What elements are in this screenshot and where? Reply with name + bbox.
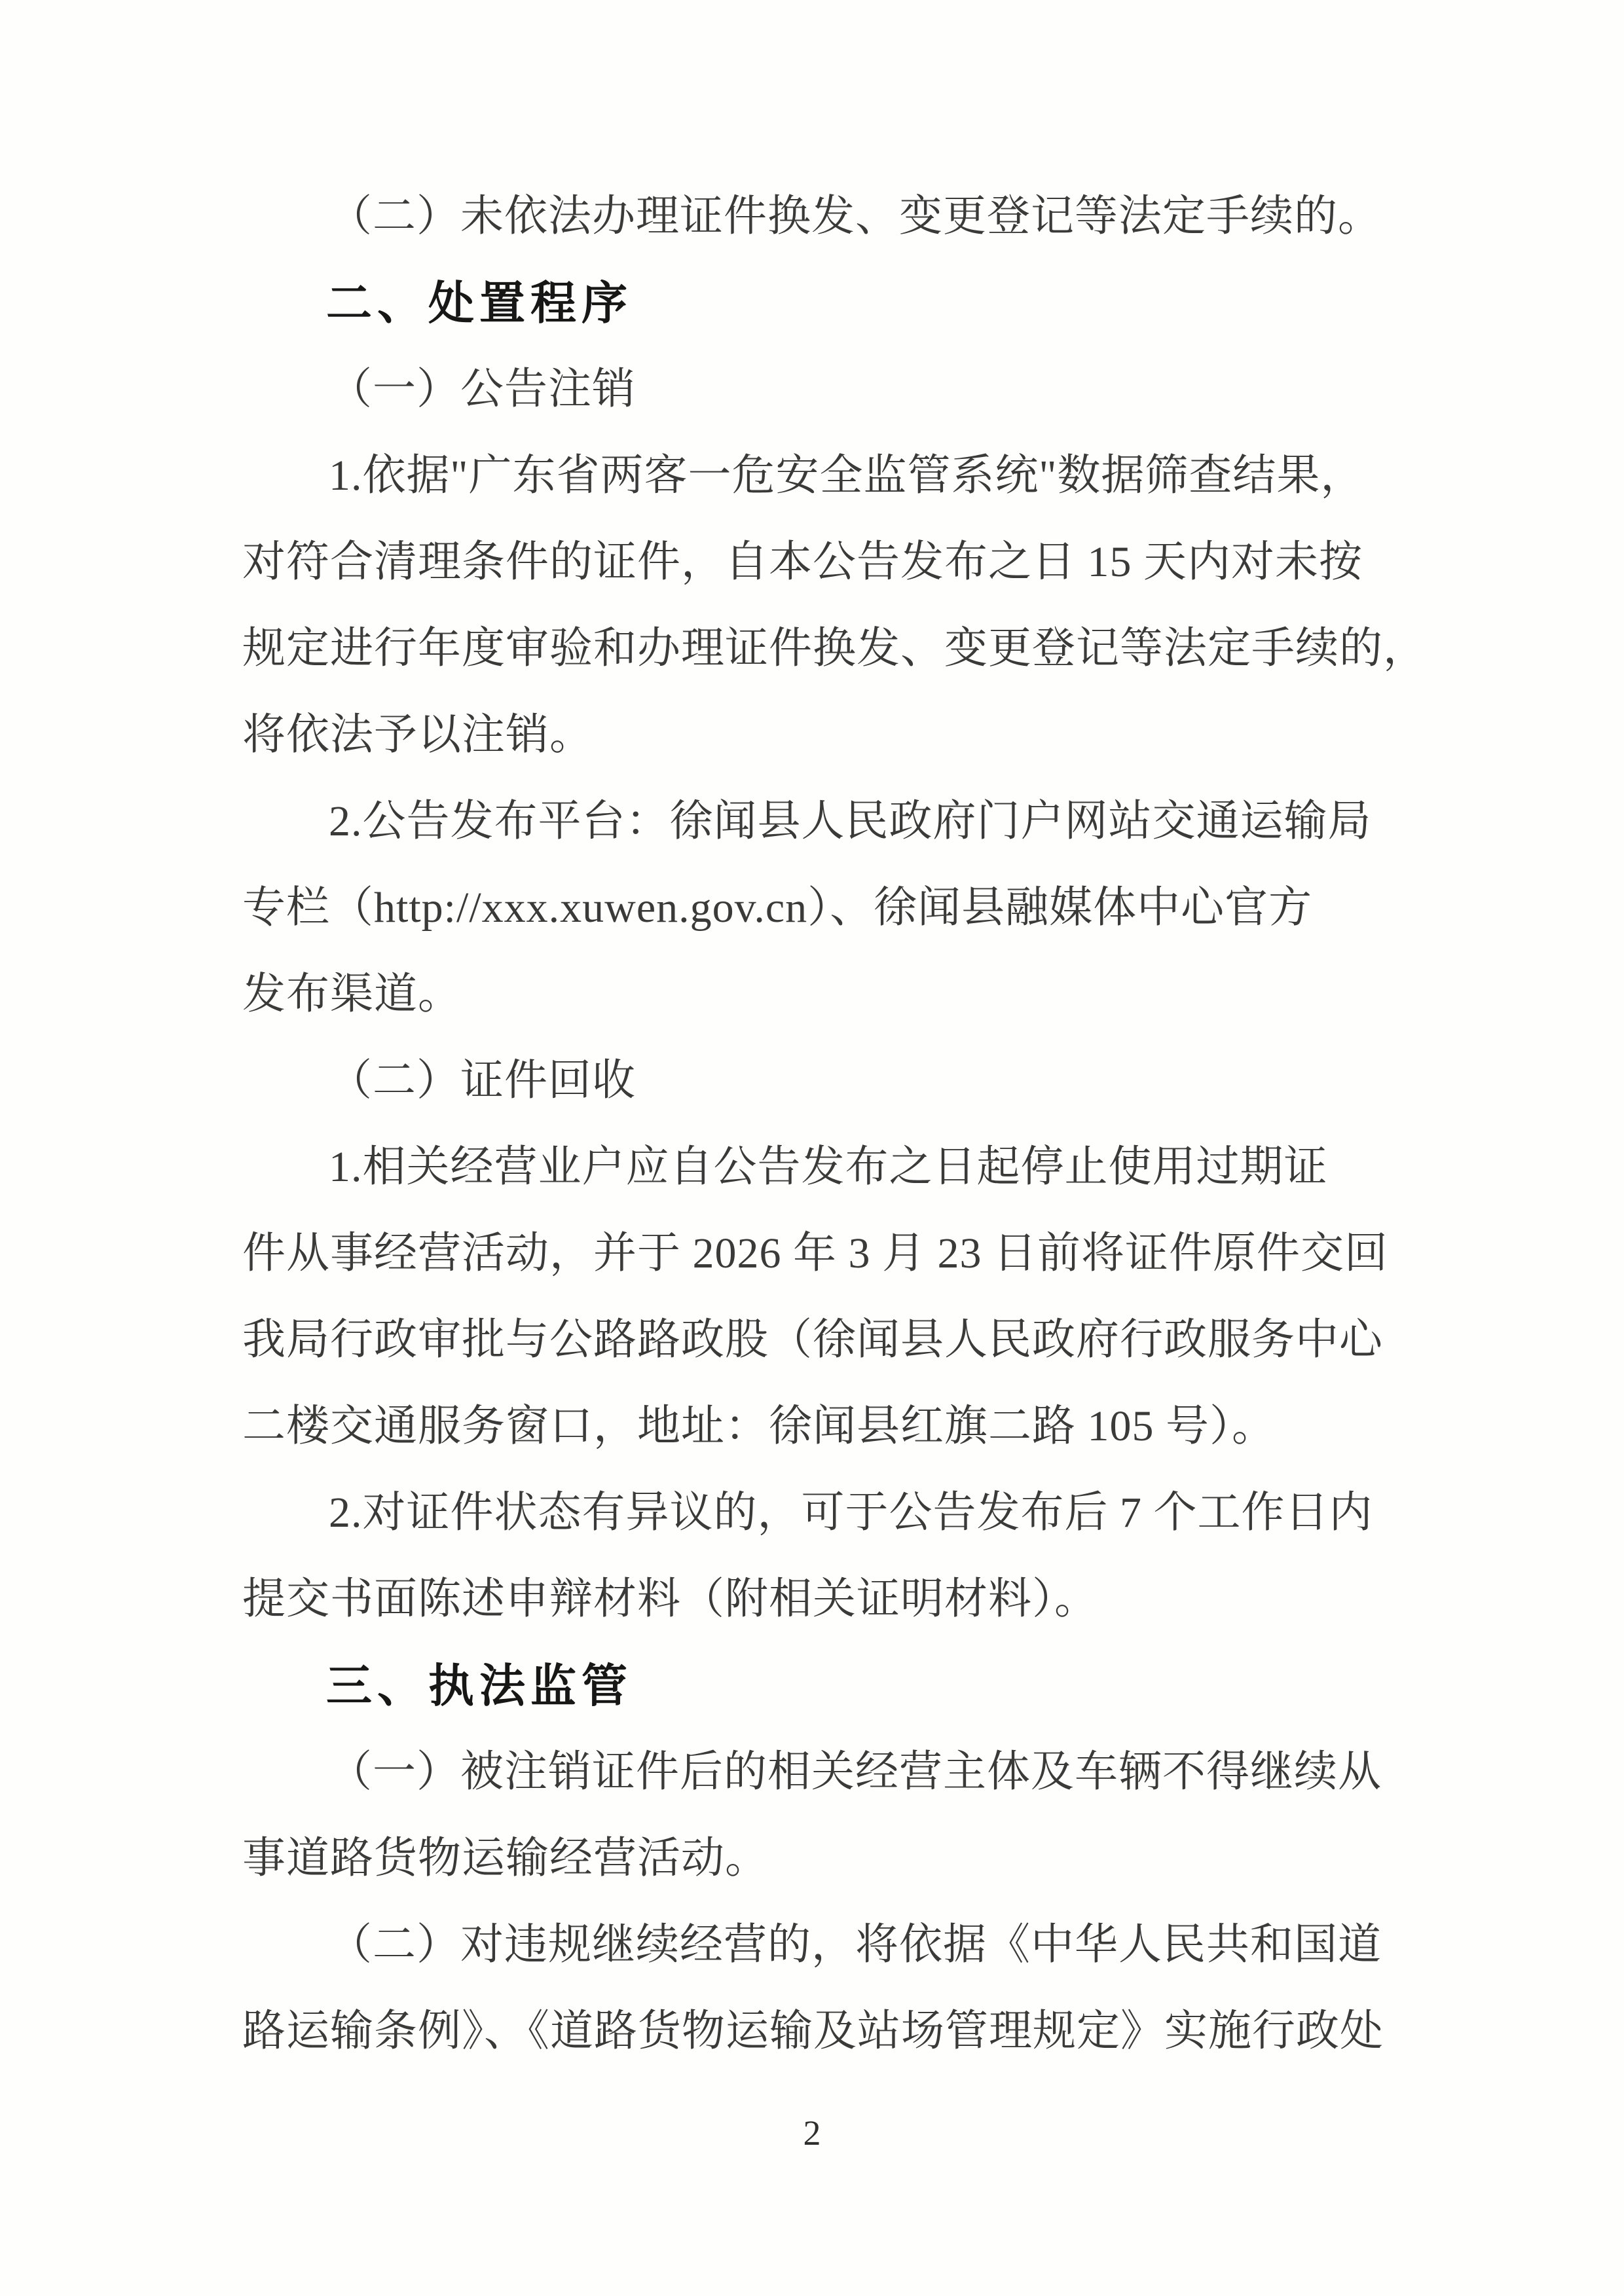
- text-line: 件从事经营活动，并于 2026 年 3 月 23 日前将证件原件交回: [242, 1230, 1388, 1277]
- text-line: 2.公告发布平台：徐闻县人民政府门户网站交通运输局: [329, 797, 1372, 845]
- section-heading: 二、处置程序: [326, 278, 633, 329]
- text-line: （一）被注销证件后的相关经营主体及车辆不得继续从: [329, 1748, 1382, 1796]
- page-number: 2: [803, 2113, 821, 2153]
- text-line: （二）对违规继续经营的，将依据《中华人民共和国道: [329, 1921, 1382, 1969]
- document-body: [242, 173, 1427, 2075]
- text-line: 1.依据"广东省两客一危安全监管系统"数据筛查结果，: [329, 452, 1365, 500]
- text-line: 路运输条例》、《道路货物运输及站场管理规定》实施行政处: [242, 2007, 1384, 2055]
- text-line: 1.相关经营业户应自公告发布之日起停止使用过期证: [329, 1143, 1328, 1191]
- text-line: （一）公告注销: [329, 365, 636, 413]
- text-line: 提交书面陈述申辩材料（附相关证明材料）。: [242, 1575, 1098, 1623]
- text-line: （二）未依法办理证件换发、变更登记等法定手续的。: [329, 192, 1382, 240]
- text-line: 将依法予以注销。: [242, 711, 593, 759]
- text-line: 事道路货物运输经营活动。: [242, 1834, 769, 1882]
- text-line: 二楼交通服务窗口，地址：徐闻县红旗二路 105 号）。: [242, 1402, 1276, 1450]
- section-heading: 三、执法监管: [326, 1660, 633, 1711]
- text-line: 对符合清理条件的证件，自本公告发布之日 15 天内对未按: [242, 538, 1363, 586]
- text-line: 我局行政审批与公路路政股（徐闻县人民政府行政服务中心: [242, 1316, 1383, 1364]
- text-line: 发布渠道。: [242, 970, 462, 1018]
- text-line: 规定进行年度审验和办理证件换发、变更登记等法定手续的，: [242, 625, 1427, 672]
- text-line: （二）证件回收: [329, 1057, 636, 1104]
- text-line: 专栏（http://xxx.xuwen.gov.cn）、徐闻县融媒体中心官方: [242, 884, 1313, 932]
- text-line: 2.对证件状态有异议的，可于公告发布后 7 个工作日内: [329, 1489, 1373, 1537]
